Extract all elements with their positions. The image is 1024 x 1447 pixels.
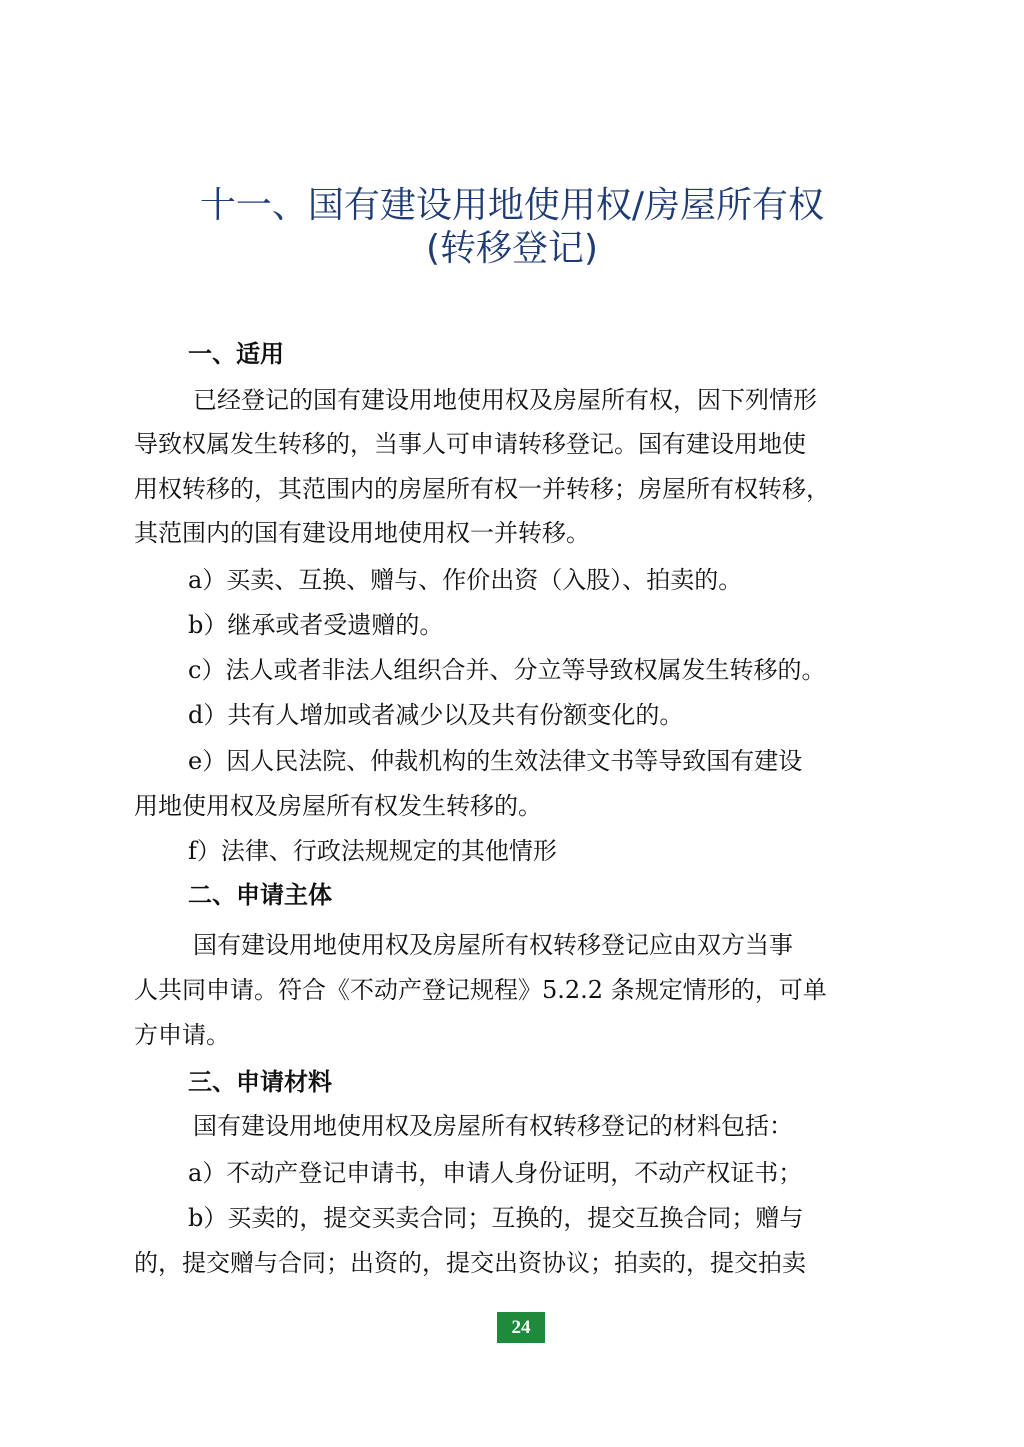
list-item-continuation: 用地使用权及房屋所有权发生转移的。 [134,792,542,820]
page-title-line-2: (转移登记) [425,228,599,269]
list-item: a）买卖、互换、赠与、作价出资（入股）、拍卖的。 [188,566,743,594]
paragraph-line: 国有建设用地使用权及房屋所有权转移登记应由双方当事 [193,931,793,959]
paragraph-line: 用权转移的，其范围内的房屋所有权一并转移；房屋所有权转移， [134,475,830,503]
paragraph-line: 其范围内的国有建设用地使用权一并转移。 [134,519,590,547]
page-number-badge: 24 [497,1312,545,1343]
list-item: b）继承或者受遗赠的。 [188,611,444,639]
list-item: d）共有人增加或者减少以及共有份额变化的。 [188,701,684,729]
section-heading-applicability: 一、适用 [188,340,284,368]
list-item: a）不动产登记申请书，申请人身份证明，不动产权证书； [188,1159,803,1187]
section-heading-applicant: 二、申请主体 [188,881,332,909]
paragraph-line: 国有建设用地使用权及房屋所有权转移登记的材料包括： [193,1112,793,1140]
page-title-line-1: 十一、国有建设用地使用权/房屋所有权 [199,185,825,226]
paragraph-line: 导致权属发生转移的，当事人可申请转移登记。国有建设用地使 [134,430,806,458]
list-item: c）法人或者非法人组织合并、分立等导致权属发生转移的。 [188,656,826,684]
list-item: b）买卖的，提交买卖合同；互换的，提交互换合同；赠与 [188,1204,804,1232]
list-item: e）因人民法院、仲裁机构的生效法律文书等导致国有建设 [188,747,803,775]
paragraph-line: 已经登记的国有建设用地使用权及房屋所有权，因下列情形 [193,386,817,414]
paragraph-line: 人共同申请。符合《不动产登记规程》5.2.2 条规定情形的，可单 [134,976,827,1004]
section-heading-materials: 三、申请材料 [188,1068,332,1096]
paragraph-line: 方申请。 [134,1021,230,1049]
list-item-continuation: 的，提交赠与合同；出资的，提交出资协议；拍卖的，提交拍卖 [134,1249,806,1277]
list-item: f）法律、行政法规规定的其他情形 [188,837,557,865]
